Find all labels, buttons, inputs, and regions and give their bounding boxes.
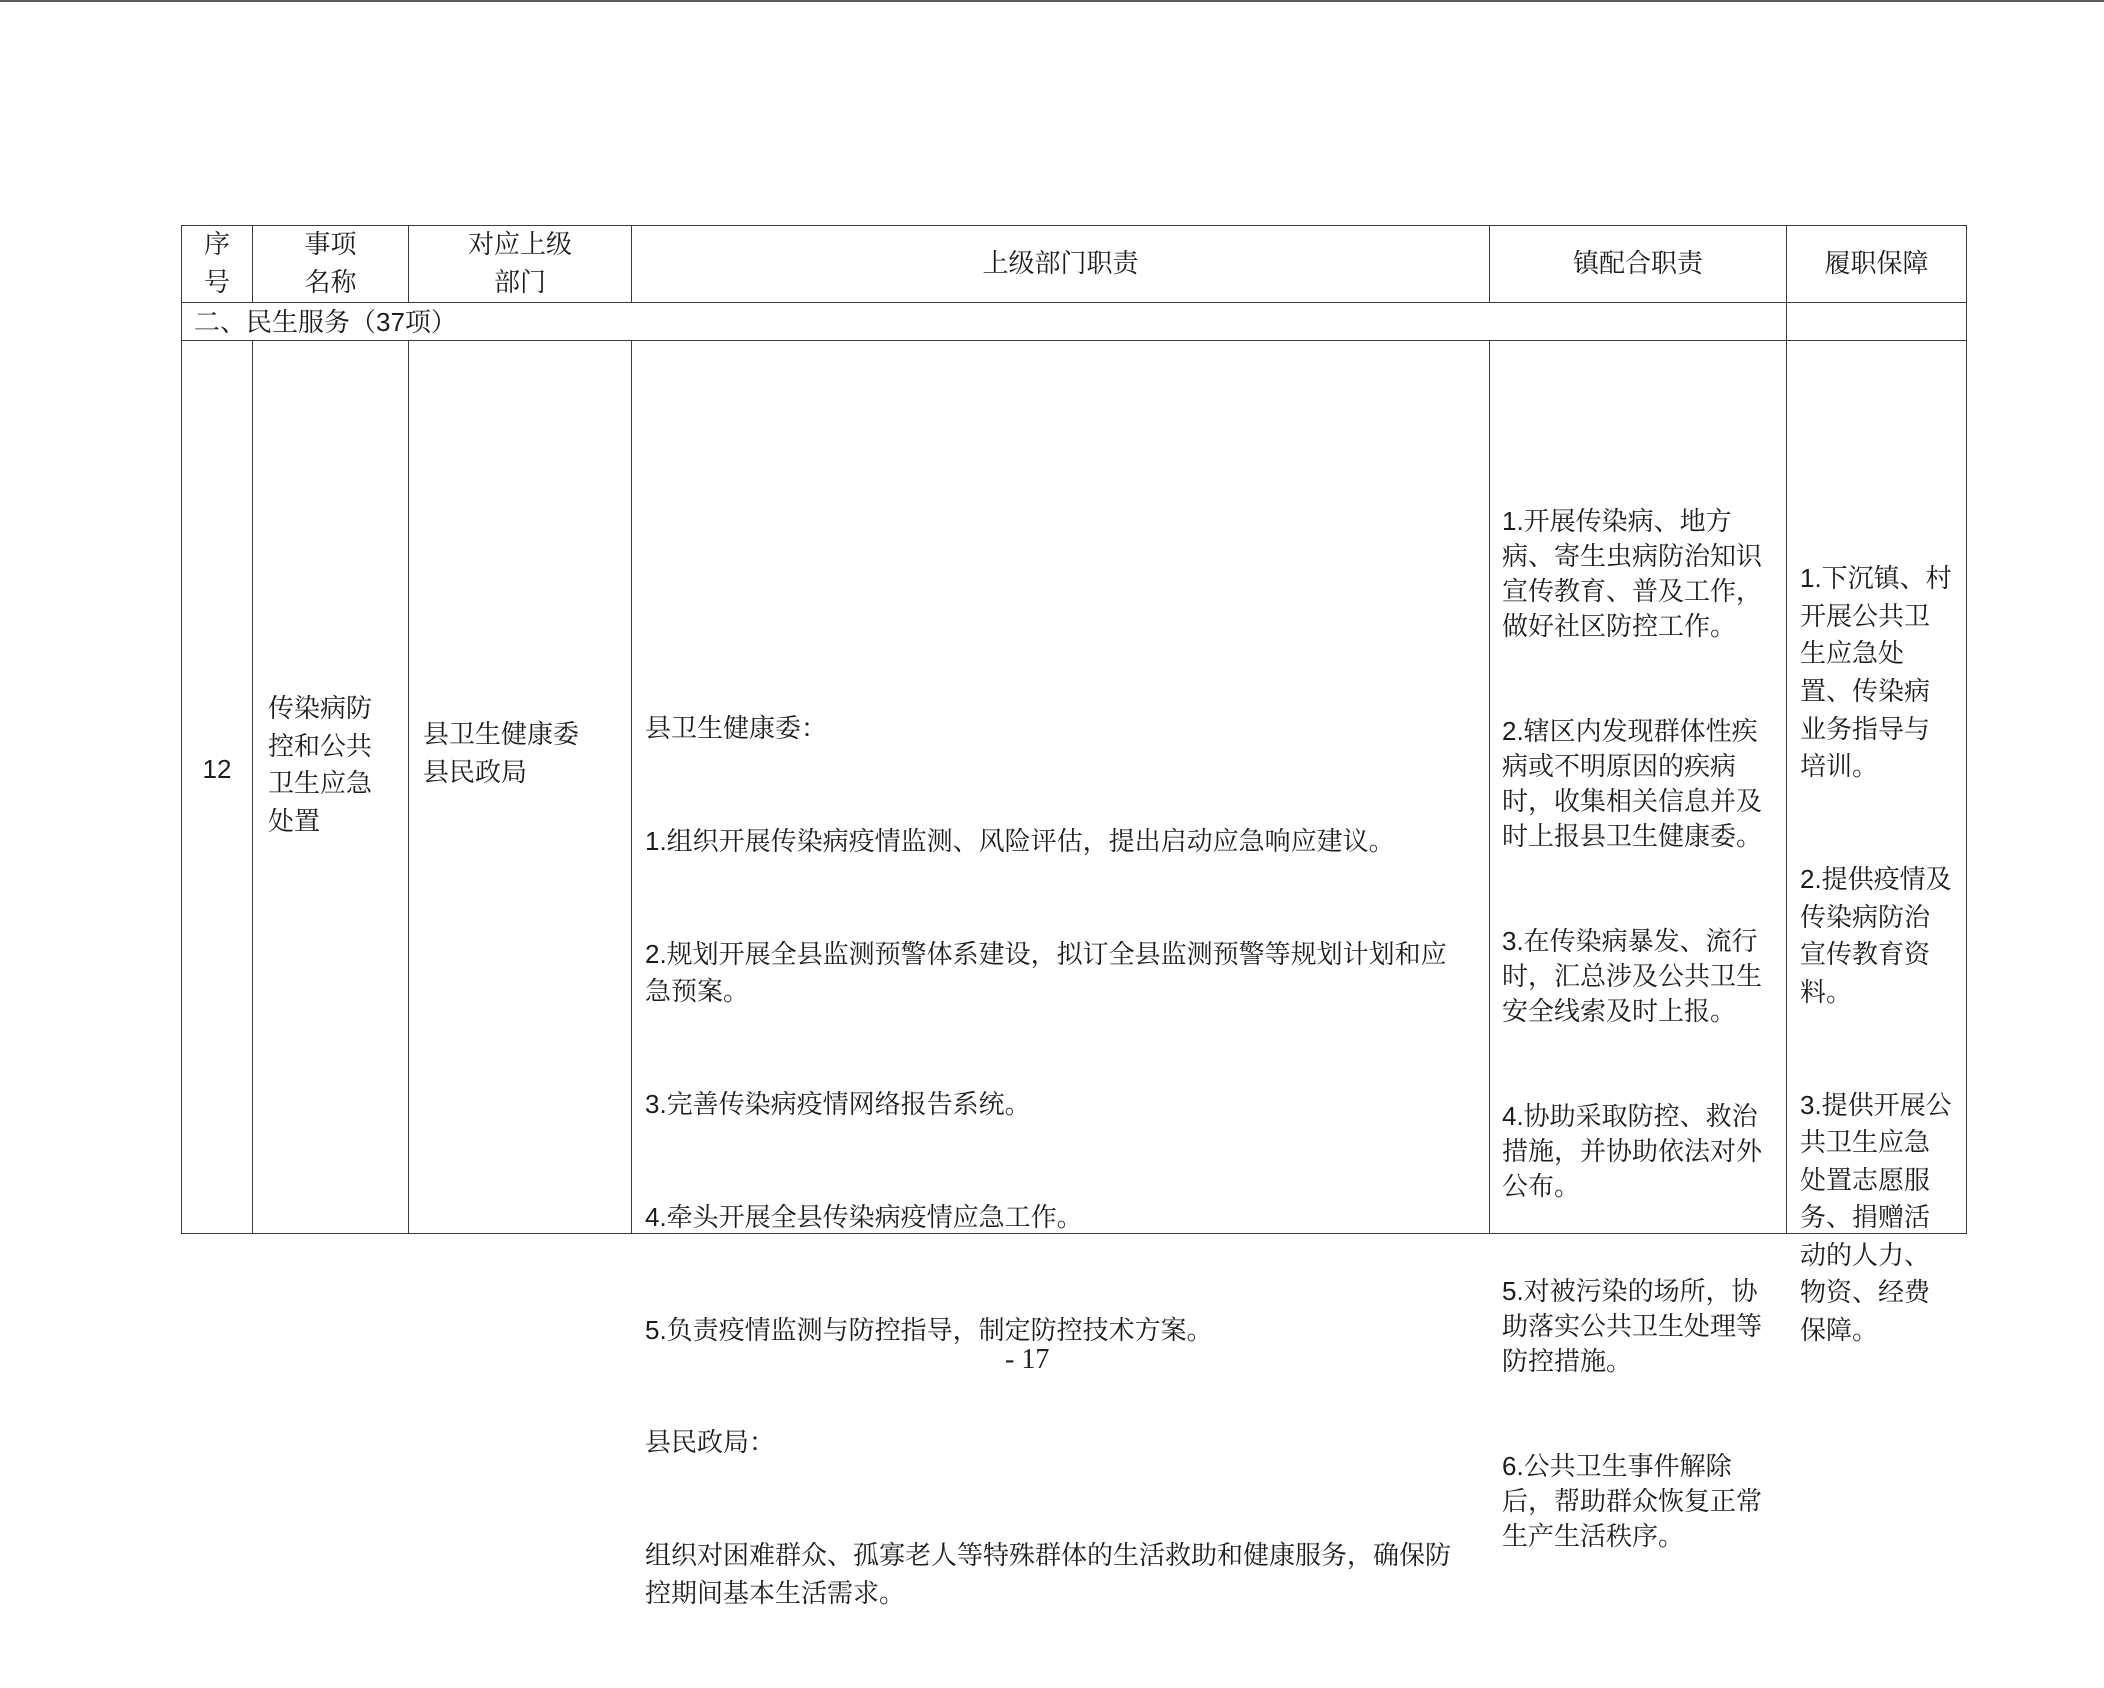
duty-paragraph: 3.完善传染病疫情网络报告系统。 — [645, 1089, 1031, 1120]
cell-seq: 12 — [182, 341, 253, 1234]
duty-paragraph: 1.组织开展传染病疫情监测、风险评估，提出启动应急响应建议。 — [645, 825, 1395, 856]
guarantee-item: 3.提供开展公 共卫生应急 处置志愿服 务、捐赠活 动的人力、 物资、经费 保障。 — [1800, 1089, 1952, 1346]
town-duty-item: 6.公共卫生事件解除 后，帮助群众恢复正常 生产生活秩序。 — [1502, 1451, 1763, 1551]
duty-paragraph: 县民政局： — [645, 1427, 776, 1458]
guarantee-item: 1.下沉镇、村 开展公共卫 生应急处 置、传染病 业务指导与 培训。 — [1800, 563, 1952, 782]
header-cell-seq: 序 号 — [182, 226, 253, 303]
duty-paragraph: 县卫生健康委： — [645, 713, 828, 744]
header-cell-guarantee: 履职保障 — [1787, 226, 1967, 303]
header-cell-item-name: 事项 名称 — [253, 226, 409, 303]
duty-paragraph: 4.牵头开展全县传染病疫情应急工作。 — [645, 1201, 1083, 1232]
header-cell-town-duties: 镇配合职责 — [1490, 226, 1787, 303]
section-title: 二、民生服务（37项） — [182, 303, 1787, 341]
guarantee-item: 2.提供疫情及 传染病防治 宣传教育资 料。 — [1800, 863, 1952, 1007]
cell-town-duties — [1490, 341, 1787, 1551]
cell-guarantee — [1787, 341, 1967, 1346]
page-number: - 17 — [1005, 1344, 1050, 1375]
header-cell-superior-dept: 对应上级 部门 — [409, 226, 632, 303]
cell-superior-dept: 县卫生健康委 县民政局 — [409, 341, 632, 1234]
section-guarantee-cell — [1787, 303, 1967, 341]
town-duty-item: 2.辖区内发现群体性疾 病或不明原因的疾病 时，收集相关信息并及 时上报县卫生健康委。 — [1502, 716, 1763, 851]
town-duty-item: 3.在传染病暴发、流行 时，汇总涉及公共卫生 安全线索及时上报。 — [1502, 926, 1763, 1026]
header-cell-superior-duties: 上级部门职责 — [632, 226, 1490, 303]
page-top-edge — [0, 0, 2104, 2]
town-duty-item: 4.协助采取防控、救治 措施，并协助依法对外 公布。 — [1502, 1101, 1763, 1201]
duty-paragraph: 5.负责疫情监测与防控指导，制定防控技术方案。 — [645, 1314, 1213, 1345]
town-duty-item: 5.对被污染的场所，协 助落实公共卫生处理等 防控措施。 — [1502, 1276, 1763, 1376]
cell-item-name: 传染病防 控和公共 卫生应急 处置 — [253, 341, 409, 1234]
town-duty-item: 1.开展传染病、地方 病、寄生虫病防治知识 宣传教育、普及工作， 做好社区防控工作。 — [1502, 506, 1763, 641]
duty-paragraph: 组织对困难群众、孤寡老人等特殊群体的生活救助和健康服务，确保防 控期间基本生活需求。 — [645, 1540, 1452, 1608]
duty-paragraph: 2.规划开展全县监测预警体系建设，拟订全县监测预警等规划计划和应 急预案。 — [645, 938, 1447, 1007]
